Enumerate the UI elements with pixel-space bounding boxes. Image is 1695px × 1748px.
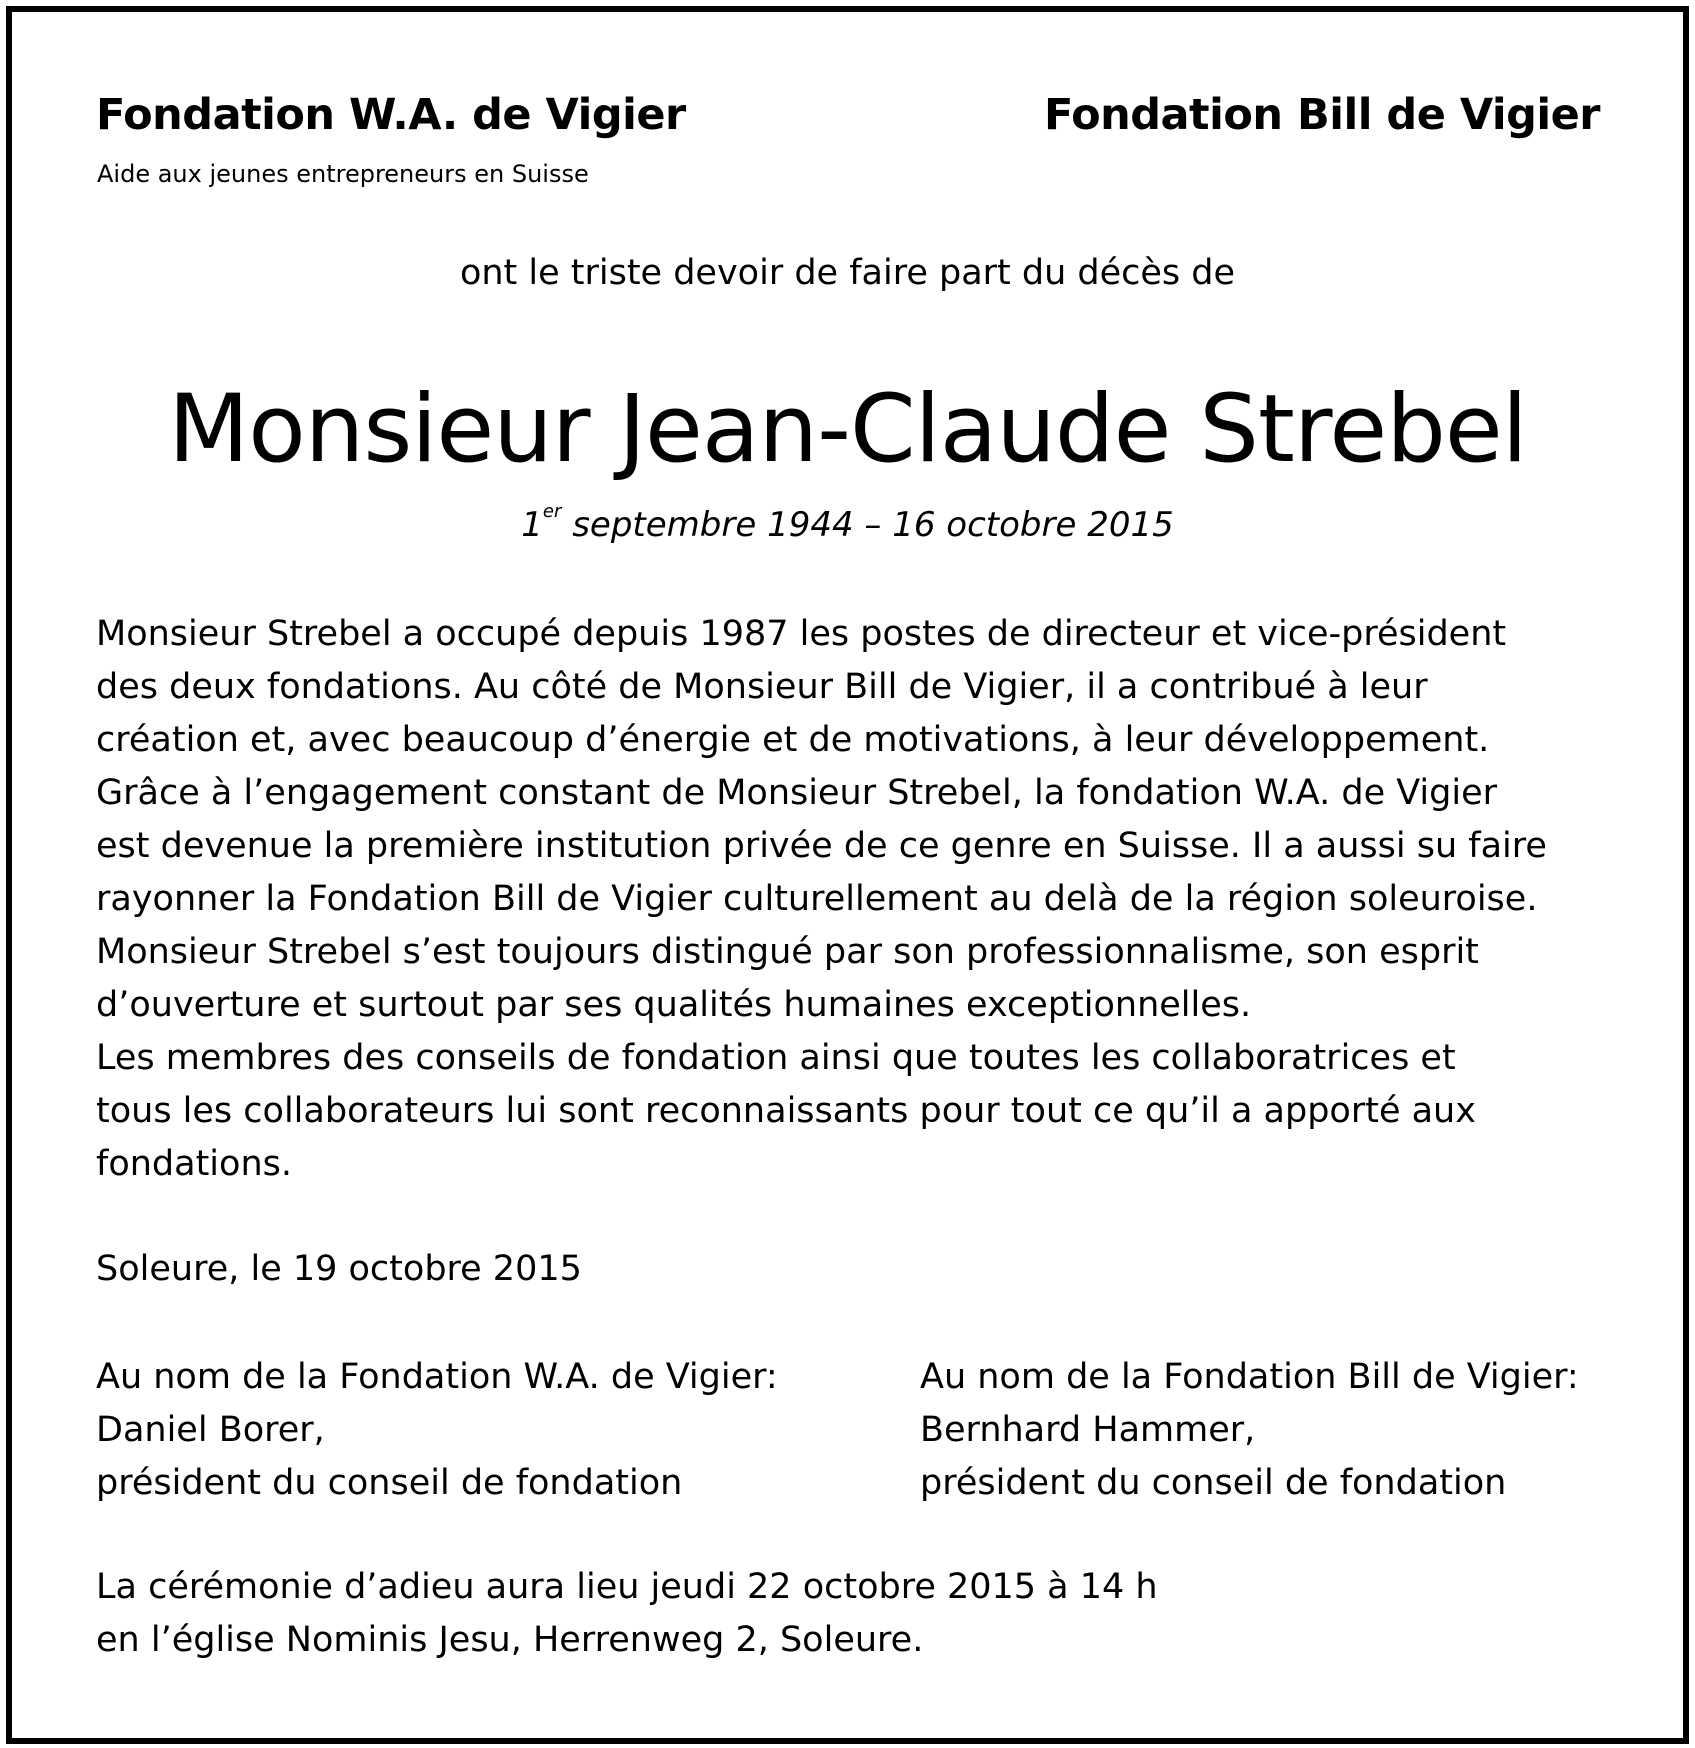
ceremony-line-1: La cérémonie d’adieu aura lieu jeudi 22 octobre 2015 à 14 h bbox=[96, 1567, 1158, 1607]
tribute-line: d’ouverture et surtout par ses qualités humaines exceptionnelles. bbox=[96, 985, 1252, 1025]
org-right-title: Fondation Bill de Vigier bbox=[1043, 90, 1600, 140]
deceased-name: Monsieur Jean-Claude Strebel bbox=[168, 375, 1527, 484]
signature-right-role: président du conseil de fondation bbox=[920, 1463, 1507, 1503]
tribute-paragraph bbox=[96, 608, 1626, 1191]
signature-right bbox=[920, 1351, 1579, 1510]
birth-day: 1 bbox=[521, 505, 543, 545]
tribute-line: fondations. bbox=[96, 1144, 292, 1184]
tribute-line: tous les collaborateurs lui sont reconnaissants pour tout ce qu’il a apporté aux bbox=[96, 1091, 1476, 1131]
ordinal-suffix: er bbox=[542, 501, 562, 522]
dates-rest: septembre 1944 – 16 octobre 2015 bbox=[561, 505, 1174, 545]
life-dates bbox=[0, 501, 1695, 545]
tribute-line: rayonner la Fondation Bill de Vigier culturellement au delà de la région soleuroise. bbox=[96, 879, 1538, 919]
signature-left-role: président du conseil de fondation bbox=[96, 1463, 683, 1503]
announcement-intro: ont le triste devoir de faire part du décès de bbox=[459, 253, 1236, 293]
signature-left-name: Daniel Borer, bbox=[96, 1410, 325, 1450]
signature-right-on-behalf: Au nom de la Fondation Bill de Vigier: bbox=[920, 1357, 1579, 1397]
tribute-line: des deux fondations. Au côté de Monsieur Bill de Vigier, il a contribué à leur bbox=[96, 667, 1428, 707]
signature-left-on-behalf: Au nom de la Fondation W.A. de Vigier: bbox=[96, 1357, 778, 1397]
tribute-line: Les membres des conseils de fondation ainsi que toutes les collaboratrices et bbox=[96, 1038, 1456, 1078]
ceremony-line-2: en l’église Nominis Jesu, Herrenweg 2, Soleure. bbox=[96, 1620, 924, 1660]
signature-left bbox=[96, 1351, 778, 1510]
tribute-line: Monsieur Strebel a occupé depuis 1987 les postes de directeur et vice-président bbox=[96, 614, 1507, 654]
org-left-tagline: Aide aux jeunes entrepreneurs en Suisse bbox=[97, 160, 589, 188]
place-date: Soleure, le 19 octobre 2015 bbox=[96, 1249, 582, 1289]
tribute-line: création et, avec beaucoup d’énergie et de motivations, à leur développement. bbox=[96, 720, 1490, 760]
ceremony-info bbox=[96, 1561, 1158, 1667]
signature-right-name: Bernhard Hammer, bbox=[920, 1410, 1256, 1450]
org-left-title: Fondation W.A. de Vigier bbox=[96, 90, 686, 140]
tribute-line: Grâce à l’engagement constant de Monsieur Strebel, la fondation W.A. de Vigier bbox=[96, 773, 1498, 813]
tribute-line: est devenue la première institution privée de ce genre en Suisse. Il a aussi su faire bbox=[96, 826, 1547, 866]
tribute-line: Monsieur Strebel s’est toujours distingué par son professionnalisme, son esprit bbox=[96, 932, 1479, 972]
